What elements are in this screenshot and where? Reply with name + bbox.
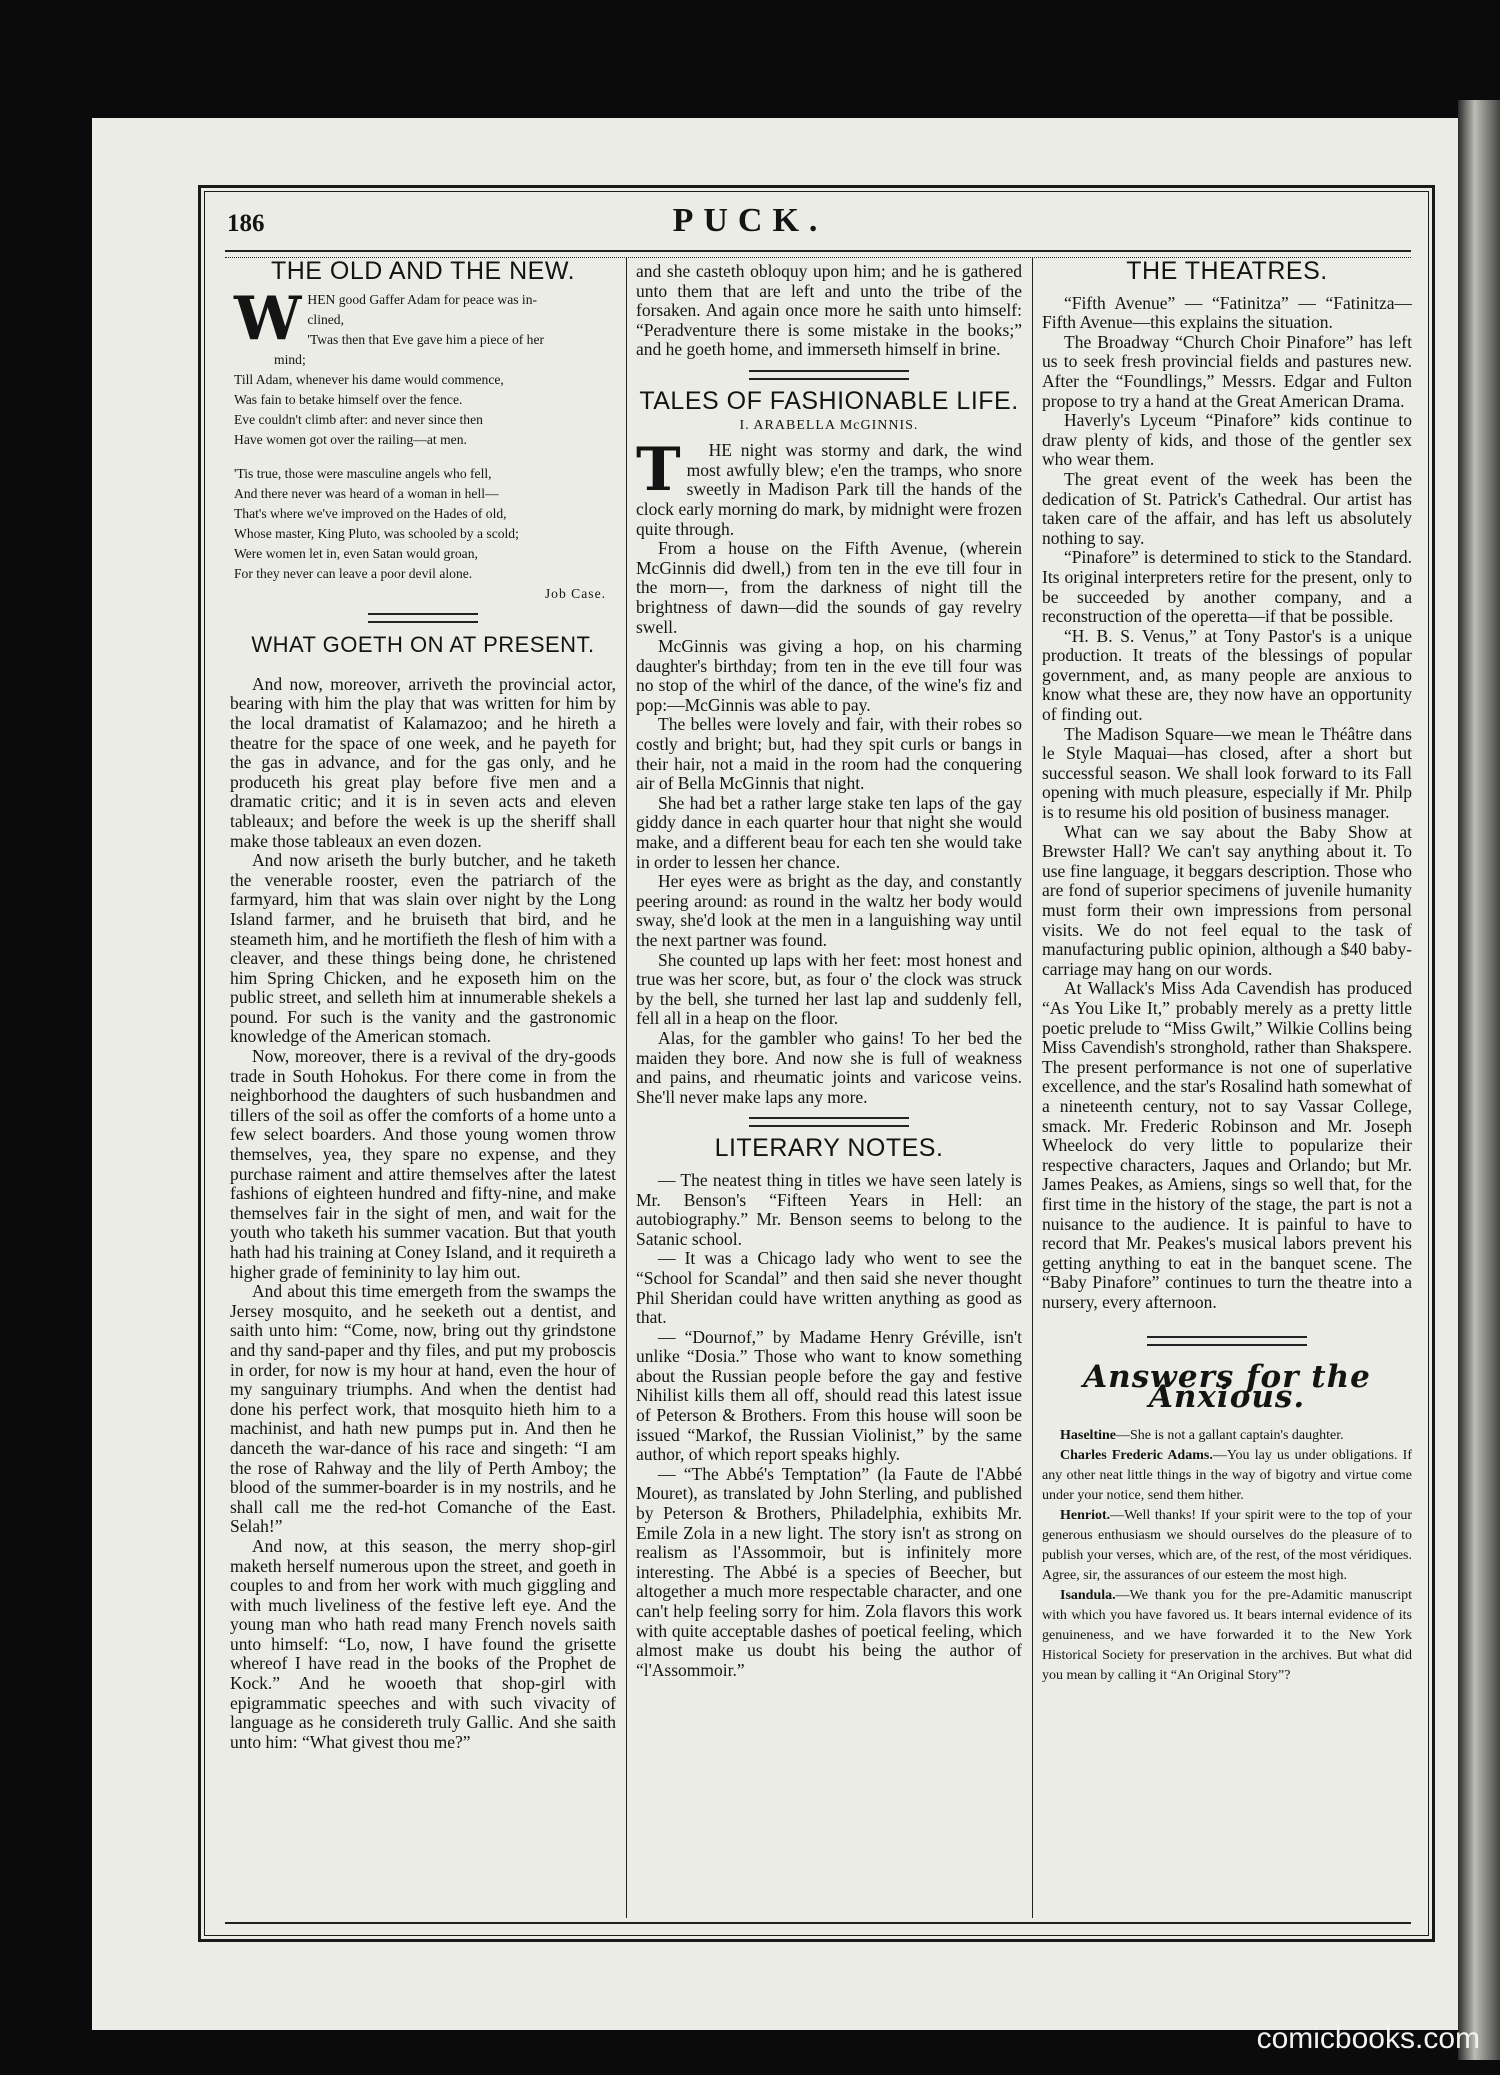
paragraph: — It was a Chicago lady who went to see the “School for Scandal” and then said she never thought Phil Sheridan could have written anything as good as that.: [636, 1248, 1022, 1328]
paragraph: Alas, for the gambler who gains! To her bed the maiden they bore. And now she is full of weakness and pains, and rheumatic joints and varicose veins. She'll never make laps any more.: [636, 1027, 1022, 1107]
paragraph: — “The Abbé's Temptation” (la Faute de l'Abbé Mouret), as translated by John Sterling, and published by Peterson & Brothers, Philadelphia, exhibits Mr. Emile Zola in a new light. The story isn't as strong on realism as l'Assommoir, but is infinitely more interesting. The Abbé is a species of Beecher, but altogether a much more respectable character, and one can't help feeling sorry for him. Zola flavors this work with quite acceptable dashes of poetical feeling, which almost make us doubt his being the author of “l'Assommoir.”: [636, 1463, 1022, 1680]
paragraph: Haverly's Lyceum “Pinafore” kids continue to draw plenty of kids, and those of the gentler sex who wear them.: [1042, 410, 1412, 470]
tales-dropcap: T: [636, 435, 681, 506]
paragraph: And now, moreover, arriveth the provincial actor, bearing with him the play that was written for him by the local dramatist of Kalamazoo; and he hireth a theatre for the space of one week, and he payeth for the gas in advance, and for the gas only, and he produceth his great play before five men and a dramatic critic; and it is in seven acts and eleven tableaux; and before the week is up the sheriff shall make those tableaux an even dozen.: [230, 673, 616, 851]
answers-body: [1042, 1426, 1412, 1686]
paragraph: Her eyes were as bright as the day, and constantly peering around: as round in the waltz her body would sway, she'd look at the men in a languishing way until the next partner was found.: [636, 871, 1022, 950]
page-number: 186: [227, 210, 265, 237]
paragraph: At Wallack's Miss Ada Cavendish has produced “As You Like It,” probably merely as a pretty little poetic prelude to “Miss Gwilt,” Wilkie Collins being Miss Cavendish's stronghold, rather than Shakspere. The present performance is not one of superlative excellence, and the star's Rosalind hath somewhat of a nineteenth century, not to say Vassar College, smack. Mr. Frederic Robinson and Mr. Joseph Wheelock do very little to popularize their respective characters, Jaques and Orlando; but Mr. James Peakes, as Amiens, sings so well that, for the first time in the history of the stage, the part is not a nuisance to the audience. It is painful to have to record that Mr. Peakes's musical labors prevent his getting anything to eat in the banquet scene. The “Baby Pinafore” continues to turn the theatre into a nursery, every afternoon.: [1042, 978, 1412, 1312]
separator: [1147, 1336, 1307, 1346]
adjacent-page-edge: [1458, 100, 1500, 2060]
answer-item: [1042, 1506, 1412, 1586]
paragraph: — “Dournof,” by Madame Henry Gréville, isn't unlike “Dosia.” Those who want to know something about the Russian people before the gay and festive Nihilist kills them all off, should read this latest issue of Peterson & Brothers. From this house will soon be issued “Markof, the Russian Violinist,” by the same author, of which report speaks highly.: [636, 1326, 1022, 1465]
paragraph: What can we say about the Baby Show at Brewster Hall? We can't say anything about it. To use fine language, it beggars description. Those who are fond of superior specimens of juvenile humanity must form their own impressions from personal visits. We do not feel equal to the task of manufacturing public opinion, although a $40 baby-carriage may hang on our words.: [1042, 821, 1412, 979]
masthead: PUCK.: [672, 202, 828, 239]
poem-line: That's where we've improved on the Hades of old,: [234, 505, 507, 521]
poem-line: Were women let in, even Satan would groan,: [234, 545, 478, 561]
answer-name: Haseltine: [1060, 1427, 1116, 1443]
poem-line: Whose master, King Pluto, was schooled by a scold;: [234, 525, 519, 541]
answer-text: —She is not a gallant captain's daughter.: [1116, 1427, 1344, 1443]
answer-name: Henriot.: [1060, 1507, 1111, 1523]
poem-title: THE OLD AND THE NEW.: [270, 257, 576, 285]
poem-dropcap: W: [234, 283, 302, 354]
poem-line: Was fain to betake himself over the fence.: [234, 391, 463, 407]
theatres-title: THE THEATRES.: [1126, 257, 1328, 285]
paragraph: and she casteth obloquy upon him; and he is gathered unto them that are left and unto the tribe of the forsaken. And again once more he saith unto himself: “Peradventure there is some mistake in the books;” and he goeth home, and immerseth himself in brine.: [636, 261, 1022, 360]
column-1: [230, 257, 616, 1752]
poem-line: 'Twas then that Eve gave him a piece of her: [307, 331, 545, 347]
column-rule-2: [1032, 258, 1033, 1918]
tales-body: [636, 435, 1022, 1107]
tales-title: TALES OF FASHIONABLE LIFE.: [639, 386, 1019, 415]
article-body: [230, 675, 616, 1753]
poem: [230, 283, 616, 584]
paragraph: “Pinafore” is determined to stick to the Standard. Its original interpreters retire for the present, only to be succeeded by another company, and a reconstruction of the operetta—if that be possible.: [1042, 547, 1412, 627]
paragraph: The Broadway “Church Choir Pinafore” has left us to seek fresh provincial fields and pastures new. After the “Foundlings,” Messrs. Edgar and Fulton propose to try a hand at the Great American Drama.: [1042, 331, 1412, 411]
poem-line: Till Adam, whenever his dame would commence,: [234, 371, 504, 387]
paragraph: McGinnis was giving a hop, on his charming daughter's birthday; from ten in the eve till four was no stop of the whirl of the dance, of the wine's fiz and pop:—McGinnis was able to pay.: [636, 636, 1022, 715]
answer-text: —Well thanks! If your spirit were to the top of your generous enthusiasm we should ourselves do the pleasure of to publish your verses, which are, of the rest, of the most véridiques. Agree, sir, the assurances of our esteem the most high.: [1042, 1507, 1412, 1583]
paragraph: “H. B. S. Venus,” at Tony Pastor's is a unique production. It treats of the blessings of popular government, and, as many people are anxious to know what these are, they now have an opportunity of finding out.: [1042, 625, 1412, 725]
poem-signature: Job Case.: [544, 585, 606, 601]
separator: [368, 613, 478, 623]
separator: [749, 370, 909, 380]
column-rule-1: [626, 258, 627, 1918]
answer-text: —We thank you for the pre-Adamitic manuscript with which you have favored us. It bears internal evidence of its genuineness, and we have forwarded it to the New York Historical Society for preservation in the archives. But what did you mean by calling it “An Original Story”?: [1042, 1587, 1412, 1683]
paragraph: And now ariseth the burly butcher, and he taketh the venerable rooster, even the patriarch of the farmyard, him that was slain over night by the Long Island farmer, and he bruiseth that bird, and he steameth him, and he mortifieth the flesh of him with a cleaver, and these things being done, he christened him Spring Chicken, and he exposeth him on the public street, and selleth him at innumerable shekels a pound. For such is the vanity and the gastronomic knowledge of the American stomach.: [230, 850, 616, 1047]
article-title: WHAT GOETH ON AT PRESENT.: [251, 632, 595, 658]
continuation: [636, 262, 1022, 360]
answer-name: Charles Frederic Adams.: [1060, 1447, 1213, 1463]
paragraph: From a house on the Fifth Avenue, (wherein McGinnis did dwell,) from ten in the eve till four in the morn—, from the darkness of night till the brightness of dawn—did the sounds of gay revelry swell.: [636, 538, 1022, 637]
poem-line: HEN good Gaffer Adam for peace was in-: [307, 291, 538, 307]
poem-line: Have women got over the railing—at men.: [234, 431, 467, 447]
paragraph: The great event of the week has been the dedication of St. Patrick's Cathedral. Our artist has taken care of the affair, and has left us absolutely nothing to say.: [1042, 468, 1412, 548]
answer-item: [1042, 1586, 1412, 1686]
paragraph: And about this time emergeth from the swamps the Jersey mosquito, and he seeketh out a dentist, and saith unto him: “Come, now, bring out thy grindstone and thy sand-paper and thy files, and put my proboscis in order, for now is my hour at hand, even the hour of my sanguinary triumphs. And when the dentist had done his perfect work, that mosquito hieth him to a machinist, and hath new pumps put in. And then he danceth the war-dance of his race and singeth: “I am the rose of Rahway and the lily of Perth Amboy; the blood of the summer-boarder is in my nostrils, and he shall call me the red-hot Comanche of the East. Selah!”: [230, 1281, 616, 1537]
poem-line: clined,: [307, 311, 345, 327]
paragraph: And now, at this season, the merry shop-girl maketh herself numerous upon the street, and goeth in couples to and from her work with much giggling and with much liveliness of the festive left eye. And the young man who hath read many French novels saith unto himself: “Lo, now, I have found the grisette whereof I have read in the books of the Prophet de Kock.” And he wooeth that shop-girl with epigrammatic speeches and with such vivacity of language as he considereth truly Gallic. And she saith unto him: “What givest thou me?”: [230, 1535, 616, 1752]
paragraph: She counted up laps with her feet: most honest and true was her score, but, as four o' the clock was struck by the bell, she turned her last lap and suddenly fell, fell all in a heap on the floor.: [636, 949, 1022, 1029]
tales-subtitle: I. ARABELLA McGINNIS.: [739, 417, 919, 433]
poem-line: mind;: [274, 351, 306, 367]
poem-line: And there never was heard of a woman in hell—: [234, 485, 499, 501]
theatres-body: [1042, 294, 1412, 1313]
answer-item: [1042, 1446, 1412, 1506]
paragraph: The Madison Square—we mean le Théâtre dans le Style Maquai—has closed, after a short but successful season. We shall look forward to its Fall opening with much pleasure, especially if Mr. Philp is to resume his old position of business manager.: [1042, 723, 1412, 823]
literary-body: [636, 1171, 1022, 1680]
poem-line: For they never can leave a poor devil alone.: [234, 565, 473, 581]
paragraph: HE night was stormy and dark, the wind most awfully blew; e'en the tramps, who snore sweetly in Madison Park till the hands of the clock early morning do mark, by midnight were frozen quite through.: [636, 440, 1022, 539]
poem-line: Eve couldn't climb after: and never since then: [234, 411, 483, 427]
paragraph: She had bet a rather large stake ten laps of the gay giddy dance in each quarter hour that night she would make, and a different beau for each ten she would take in order to lessen her chance.: [636, 792, 1022, 872]
paragraph: Now, moreover, there is a revival of the dry-goods trade in South Hohokus. For there come in from the neighborhood the daughters of such husbandmen and tillers of the soil as offer the comforts of a home unto a few select boarders. And those young women throw themselves, yea, they spare no expense, and they purchase raiment and attire themselves after the latest fashions of eighteen hundred and fifty-nine, and make themselves fair in the sight of men, and wait for the youth who taketh his summer vacation. But that youth hath had his training at Coney Island, and it requireth a higher grade of femininity to lay him out.: [230, 1046, 616, 1282]
column-2: [636, 262, 1022, 1680]
answers-title: Answers for the Anxious.: [1083, 1359, 1371, 1416]
poem-line: 'Tis true, those were masculine angels who fell,: [234, 465, 492, 481]
literary-title: LITERARY NOTES.: [714, 1134, 944, 1163]
bottom-rule: [225, 1922, 1411, 1924]
column-3: [1042, 257, 1412, 1686]
paragraph: — The neatest thing in titles we have seen lately is Mr. Benson's “Fifteen Years in Hell: an autobiography.” Mr. Benson seems to belong to the Satanic school.: [636, 1169, 1022, 1249]
paragraph: “Fifth Avenue” — “Fatinitza” — “Fatinitza—Fifth Avenue—this explains the situation.: [1042, 292, 1412, 333]
answer-item: [1042, 1426, 1412, 1446]
paragraph: The belles were lovely and fair, with their robes so costly and bright; but, had they spit curls or bangs in their hair, not a maid in the room had the conquering air of Bella McGinnis that night.: [636, 714, 1022, 794]
answer-text: —You lay us under obligations. If any other neat little things in the way of bigotry and virtue come under your notice, send them hither.: [1042, 1447, 1412, 1503]
watermark: comicbooks.com: [1256, 2022, 1480, 2055]
answer-name: Isandula.: [1060, 1587, 1116, 1603]
separator: [749, 1117, 909, 1127]
